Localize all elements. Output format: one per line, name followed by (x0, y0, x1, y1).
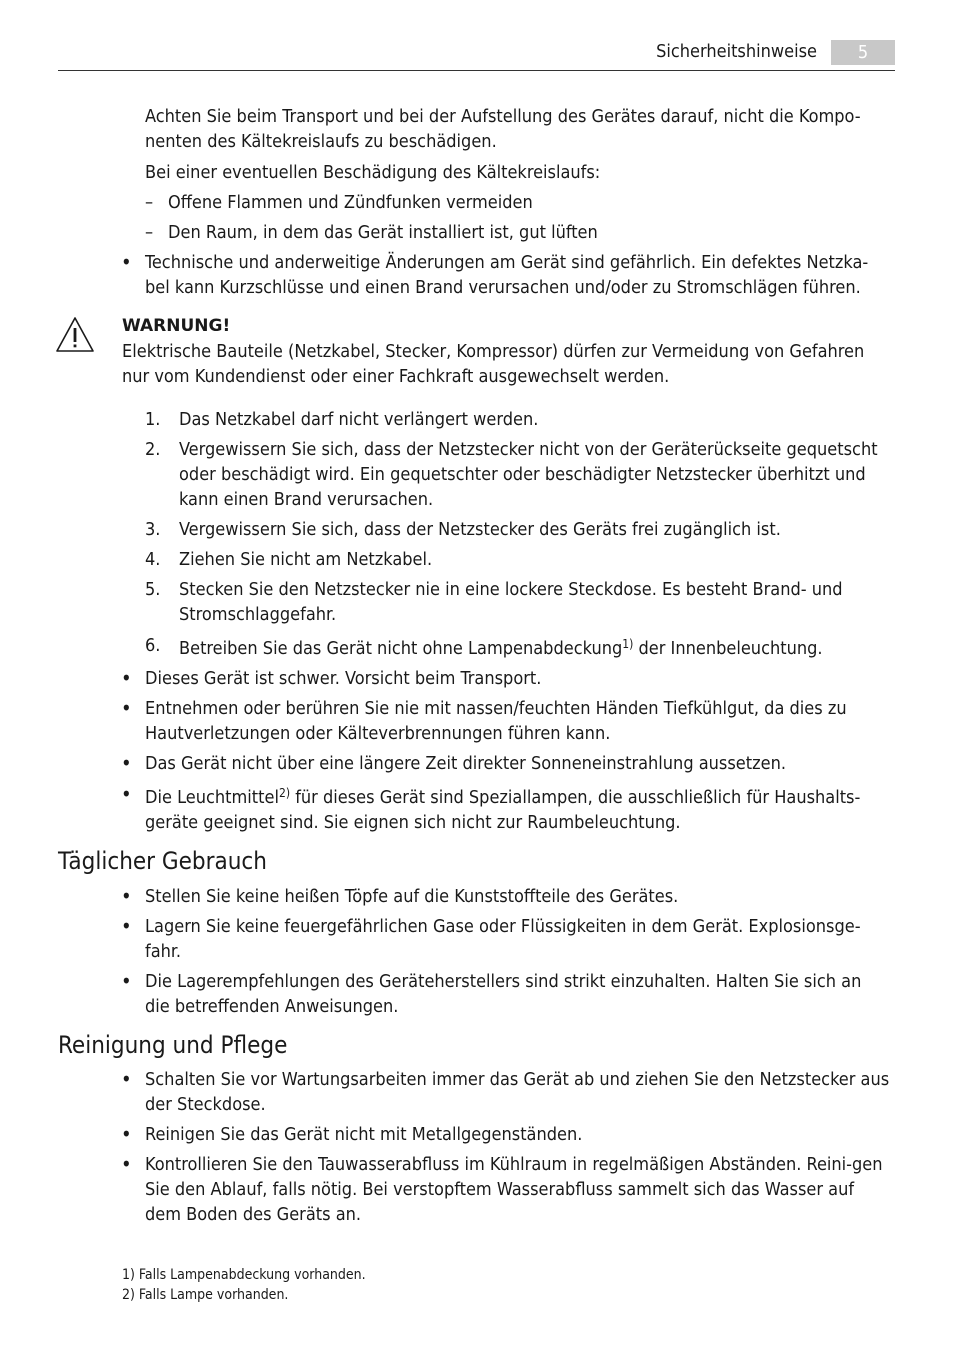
numbered-marker: 2. (145, 439, 161, 460)
bullet-marker: • (121, 751, 132, 775)
bullet-marker: • (121, 1152, 132, 1176)
dash-item-flames: Offene Flammen und Zündfunken vermeiden (168, 192, 533, 213)
list-item: Die Lagerempfehlungen des Geräteherstellers sind strikt einzuhalten. Halten Sie sich an die betreffenden Anweisungen. (145, 971, 862, 1017)
footnote: 1) Falls Lampenabdeckung vorhanden. (122, 1267, 366, 1283)
section-title-cleaning: Reinigung und Pflege (58, 1031, 288, 1059)
bullet-marker: • (121, 696, 132, 720)
bullet-sunlight: Das Gerät nicht über eine längere Zeit direkter Sonneneinstrahlung aussetzen. (145, 753, 786, 774)
numbered-marker: 1. (145, 409, 161, 430)
numbered-marker: 5. (145, 579, 161, 600)
bullet-marker: • (121, 884, 132, 908)
intro-damage-paragraph: Bei einer eventuellen Beschädigung des Kältekreislaufs: (145, 162, 601, 183)
dash-marker: – (145, 192, 154, 213)
warning-triangle-icon (55, 316, 95, 354)
section-title-daily-use: Täglicher Gebrauch (58, 847, 267, 875)
bullet-marker: • (121, 250, 132, 274)
list-item: Stellen Sie keine heißen Töpfe auf die Kunststoffteile des Gerätes. (145, 886, 679, 907)
header-title: Sicherheitshinweise (656, 41, 817, 62)
numbered-item: Stecken Sie den Netzstecker nie in eine lockere Steckdose. Es besteht Brand- und Stromschlaggefahr. (179, 579, 843, 625)
list-item: Lagern Sie keine feuergefährlichen Gase oder Flüssigkeiten in dem Gerät. Explosionsge-fahr. (145, 916, 861, 962)
bullet-frozen-goods: Entnehmen oder berühren Sie nie mit nassen/feuchten Händen Tiefkühlgut, da dies zu Hautverletzungen oder Kälteverbrennungen führen kann. (145, 698, 847, 744)
numbered-item (179, 636, 891, 661)
numbered-marker: 6. (145, 635, 161, 656)
bullet-heavy: Dieses Gerät ist schwer. Vorsicht beim Transport. (145, 668, 542, 689)
intro-paragraph: Achten Sie beim Transport und bei der Aufstellung des Gerätes darauf, nicht die Kompo-nenten des Kältekreislaufs zu beschädigen. (145, 106, 861, 152)
bullet-modifications: Technische und anderweitige Änderungen am Gerät sind gefährlich. Ein defektes Netzka-bel kann Kurzschlüsse und einen Brand verursachen und/oder zu Stromschlägen führen. (145, 252, 869, 298)
page-number: 5 (831, 40, 895, 65)
numbered-item: Das Netzkabel darf nicht verlängert werden. (179, 409, 539, 430)
numbered-item: Vergewissern Sie sich, dass der Netzstecker des Geräts frei zugänglich ist. (179, 519, 781, 540)
bullet-text: für dieses Gerät sind Speziallampen, die ausschließlich für Haushalts-geräte geeignet sind. Sie eignen sich nicht zur Raumbeleuchtung. (145, 787, 861, 833)
bullet-text: Die Leuchtmittel (145, 787, 279, 808)
bullet-marker: • (121, 914, 132, 938)
footnote: 2) Falls Lampe vorhanden. (122, 1287, 289, 1303)
list-item: Kontrollieren Sie den Tauwasserabfluss im Kühlraum in regelmäßigen Abständen. Reini-gen Sie den Ablauf, falls nötig. Bei verstopftem Wasserabfluss sammelt sich das Wasser auf dem Boden des Geräts an. (145, 1154, 883, 1225)
list-item: Reinigen Sie das Gerät nicht mit Metallgegenständen. (145, 1124, 583, 1145)
bullet-lamps (145, 785, 891, 835)
header-rule (58, 70, 895, 71)
warning-text: Elektrische Bauteile (Netzkabel, Stecker, Kompressor) dürfen zur Vermeidung von Gefahren nur vom Kundendienst oder einer Fachkraft ausgewechselt werden. (122, 341, 865, 387)
numbered-item-text: der Innenbeleuchtung. (633, 638, 823, 659)
numbered-item: Ziehen Sie nicht am Netzkabel. (179, 549, 433, 570)
dash-marker: – (145, 222, 154, 243)
bullet-marker: • (121, 1122, 132, 1146)
footnote-ref: 2) (278, 786, 291, 800)
numbered-item: Vergewissern Sie sich, dass der Netzstecker nicht von der Geräterückseite gequetscht oder beschädigt wird. Ein gequetschter oder beschädigter Netzstecker überhitzt und kann einen Brand verursachen. (179, 439, 878, 510)
numbered-item-text: Betreiben Sie das Gerät nicht ohne Lampenabdeckung (179, 638, 623, 659)
numbered-marker: 3. (145, 519, 161, 540)
bullet-marker: • (121, 969, 132, 993)
numbered-marker: 4. (145, 549, 161, 570)
bullet-marker: • (121, 782, 132, 806)
bullet-marker: • (121, 666, 132, 690)
dash-item-ventilate: Den Raum, in dem das Gerät installiert ist, gut lüften (168, 222, 598, 243)
footnote-ref: 1) (622, 637, 634, 651)
list-item: Schalten Sie vor Wartungsarbeiten immer das Gerät ab und ziehen Sie den Netzstecker aus der Steckdose. (145, 1069, 890, 1115)
bullet-marker: • (121, 1067, 132, 1091)
warning-heading: WARNUNG! (122, 316, 231, 336)
